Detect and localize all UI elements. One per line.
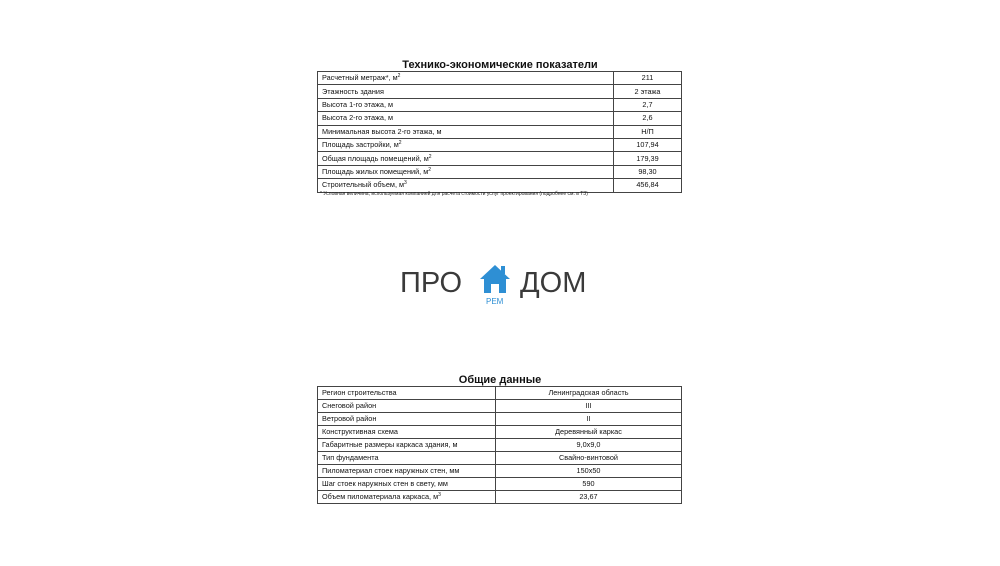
- table-row: [318, 138, 682, 151]
- row-label-cell: [318, 112, 614, 125]
- table-row: [318, 491, 682, 504]
- row-label: Шаг стоек наружных стен в свету, мм: [322, 479, 448, 488]
- row-label-cell: [318, 387, 496, 400]
- table-row: [318, 179, 682, 192]
- row-label: Регион строительства: [322, 388, 397, 397]
- table-row: [318, 426, 682, 439]
- row-label-cell: [318, 413, 496, 426]
- row-label: Снеговой район: [322, 401, 377, 410]
- table-row: [318, 85, 682, 98]
- row-label-cell: [318, 138, 614, 151]
- table-row: [318, 478, 682, 491]
- tech-table-title: Технико-экономические показатели: [402, 59, 598, 71]
- row-label: Площадь жилых помещений, м: [322, 166, 429, 176]
- row-label: Высота 2-го этажа, м: [322, 113, 394, 123]
- table-row: [318, 400, 682, 413]
- row-label-cell: [318, 179, 614, 192]
- table-row: [318, 125, 682, 138]
- table-row: [318, 452, 682, 465]
- row-value: 2,6: [614, 112, 682, 125]
- row-value: 211: [614, 72, 682, 85]
- unit-exponent: 3: [438, 492, 441, 498]
- row-value: Свайно-винтовой: [496, 452, 682, 465]
- unit-exponent: 2: [428, 166, 432, 173]
- row-value: 179,39: [614, 152, 682, 165]
- unit-exponent: 2: [428, 153, 432, 160]
- table-row: [318, 112, 682, 125]
- table-row: [318, 439, 682, 452]
- row-label: Строительный объем, м: [322, 180, 405, 190]
- table-row: [318, 72, 682, 85]
- unit-exponent: 2: [397, 73, 401, 80]
- row-label: Ветровой район: [322, 414, 377, 423]
- row-label: Объем пиломатериала каркаса, м: [322, 492, 439, 501]
- footnote: * Условная величина, используемая компанией для расчета стоимости услуг проектирования (подробнее см. в ТЗ): [320, 191, 588, 197]
- unit-exponent: 2: [398, 140, 402, 147]
- row-value: 2,7: [614, 98, 682, 111]
- table-row: [318, 98, 682, 111]
- row-label-cell: [318, 426, 496, 439]
- row-value: 98,30: [614, 165, 682, 178]
- table-row: [318, 465, 682, 478]
- logo-text-left: ПРО: [400, 267, 463, 299]
- row-label: Высота 1-го этажа, м: [322, 99, 394, 109]
- row-value: 107,94: [614, 138, 682, 151]
- row-label-cell: [318, 125, 614, 138]
- row-value: 23,67: [496, 491, 682, 504]
- tech-table-body: [318, 72, 682, 193]
- row-value: III: [496, 400, 682, 413]
- row-label: Минимальная высота 2-го этажа, м: [322, 126, 442, 136]
- row-label: Общая площадь помещений, м: [322, 153, 429, 163]
- table-row: [318, 413, 682, 426]
- logo-text-right: ДОМ: [520, 267, 587, 299]
- row-label-cell: [318, 165, 614, 178]
- row-label: Габаритные размеры каркаса здания, м: [322, 440, 458, 449]
- tech-table: [317, 71, 682, 193]
- row-label-cell: [318, 152, 614, 165]
- row-label: Конструктивная схема: [322, 427, 398, 436]
- row-label-cell: [318, 439, 496, 452]
- row-label-cell: [318, 491, 496, 504]
- row-label-cell: [318, 478, 496, 491]
- general-table-title: Общие данные: [458, 374, 542, 386]
- table-row: [318, 152, 682, 165]
- row-label-cell: [318, 72, 614, 85]
- row-value: Н/П: [614, 125, 682, 138]
- row-label: Этажность здания: [322, 86, 384, 96]
- table-row: [318, 165, 682, 178]
- row-label: Пиломатериал стоек наружных стен, мм: [322, 466, 460, 475]
- row-value: 2 этажа: [614, 85, 682, 98]
- row-label: Расчетный метраж*, м: [322, 73, 398, 83]
- row-label-cell: [318, 452, 496, 465]
- row-value: Ленинградская область: [496, 387, 682, 400]
- row-label: Площадь застройки, м: [322, 140, 399, 150]
- house-icon: [480, 265, 510, 293]
- general-table: [317, 386, 682, 504]
- table-row: [318, 387, 682, 400]
- row-value: II: [496, 413, 682, 426]
- row-value: 590: [496, 478, 682, 491]
- company-logo: [400, 260, 600, 308]
- row-value: 456,84: [614, 179, 682, 192]
- logo-subtext: РЕМ: [486, 297, 504, 306]
- row-label-cell: [318, 400, 496, 413]
- row-label-cell: [318, 98, 614, 111]
- row-label: Тип фундамента: [322, 453, 379, 462]
- row-label-cell: [318, 85, 614, 98]
- row-value: 150х50: [496, 465, 682, 478]
- row-value: 9,0х9,0: [496, 439, 682, 452]
- unit-exponent: 3: [404, 180, 407, 187]
- general-table-body: [318, 387, 682, 504]
- row-label-cell: [318, 465, 496, 478]
- row-value: Деревянный каркас: [496, 426, 682, 439]
